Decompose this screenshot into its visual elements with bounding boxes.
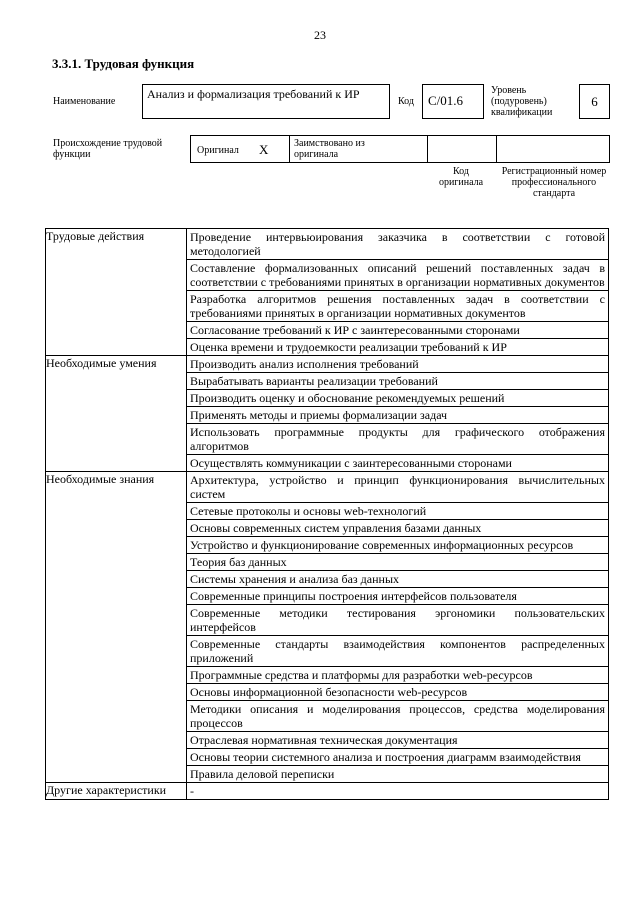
section-row xyxy=(46,356,609,472)
original-label: Оригинал xyxy=(197,145,239,156)
list-item: Производить анализ исполнения требований xyxy=(187,356,608,373)
list-item: Вырабатывать варианты реализации требований xyxy=(187,373,608,390)
section-category: Трудовые действия xyxy=(46,229,187,356)
original-mark: X xyxy=(259,142,269,157)
section-category: Необходимые знания xyxy=(46,472,187,783)
list-item: Осуществлять коммуникации с заинтересованными сторонами xyxy=(190,456,512,470)
code-label: Код xyxy=(398,96,414,107)
code-value-field xyxy=(422,84,484,119)
list-item: Современные стандарты взаимодействия компонентов распределенных приложений xyxy=(187,636,608,667)
list-item: Современные методики тестирования эргономики пользовательских интерфейсов xyxy=(187,605,608,636)
list-item: Основы современных систем управления базами данных xyxy=(187,520,608,537)
name-value: Анализ и формализация требований к ИР xyxy=(147,87,360,101)
section-items xyxy=(187,472,609,783)
code-value: С/01.6 xyxy=(428,93,464,108)
list-item: Архитектура, устройство и принцип функционирования вычислительных систем xyxy=(187,472,608,503)
code-original-caption: Код оригинала xyxy=(438,166,484,188)
level-value: 6 xyxy=(591,94,598,109)
name-label: Наименование xyxy=(53,96,116,107)
list-item: Основы информационной безопасности web-ресурсов xyxy=(187,684,608,701)
level-label: Уровень (подуровень) квалификации xyxy=(491,85,553,118)
list-item: Отраслевая нормативная техническая документация xyxy=(187,732,608,749)
list-item: Производить оценку и обоснование рекомендуемых решений xyxy=(187,390,608,407)
reg-number-caption: Регистрационный номер профессионального стандарта xyxy=(501,166,607,199)
name-value-field xyxy=(142,84,390,119)
list-item: Применять методы и приемы формализации задач xyxy=(187,407,608,424)
section-row xyxy=(46,229,609,356)
list-item: Системы хранения и анализа баз данных xyxy=(187,571,608,588)
list-item: Устройство и функционирование современных информационных ресурсов xyxy=(187,537,608,554)
list-item: Проведение интервьюирования заказчика в соответствии с готовой методологией xyxy=(187,229,608,260)
borrowed-label: Заимствовано из оригинала xyxy=(294,138,365,160)
list-item: Теория баз данных xyxy=(187,554,608,571)
list-item: Правила деловой переписки xyxy=(190,767,335,781)
list-item: Использовать программные продукты для графического отображения алгоритмов xyxy=(187,424,608,455)
function-table xyxy=(45,228,609,800)
list-item: Согласование требований к ИР с заинтересованными сторонами xyxy=(187,322,608,339)
origin-row xyxy=(190,135,610,163)
section-row xyxy=(46,783,609,800)
section-category: Другие характеристики xyxy=(46,783,187,800)
section-items xyxy=(187,783,609,800)
page-number: 23 xyxy=(314,28,326,42)
section-items xyxy=(187,356,609,472)
list-item: Разработка алгоритмов решения поставленных задач в соответствии с требованиями принятых в организации нормативных документов xyxy=(187,291,608,322)
section-title: 3.3.1. Трудовая функция xyxy=(52,56,195,71)
section-row xyxy=(46,472,609,783)
section-items xyxy=(187,229,609,356)
list-item: Составление формализованных описаний решений поставленных задач в соответствии с требованиями принятых в организации нормативных документов xyxy=(187,260,608,291)
list-item: Программные средства и платформы для разработки web-ресурсов xyxy=(187,667,608,684)
level-value-field xyxy=(579,84,610,119)
origin-label: Происхождение трудовой функции xyxy=(53,138,163,160)
list-item: - xyxy=(190,784,194,798)
list-item: Методики описания и моделирования процессов, средства моделирования процессов xyxy=(187,701,608,732)
list-item: Современные принципы построения интерфейсов пользователя xyxy=(187,588,608,605)
list-item: Сетевые протоколы и основы web-технологий xyxy=(187,503,608,520)
section-category: Необходимые умения xyxy=(46,356,187,472)
list-item: Основы теории системного анализа и построения диаграмм взаимодействия xyxy=(187,749,608,766)
list-item: Оценка времени и трудоемкости реализации требований к ИР xyxy=(190,340,507,354)
